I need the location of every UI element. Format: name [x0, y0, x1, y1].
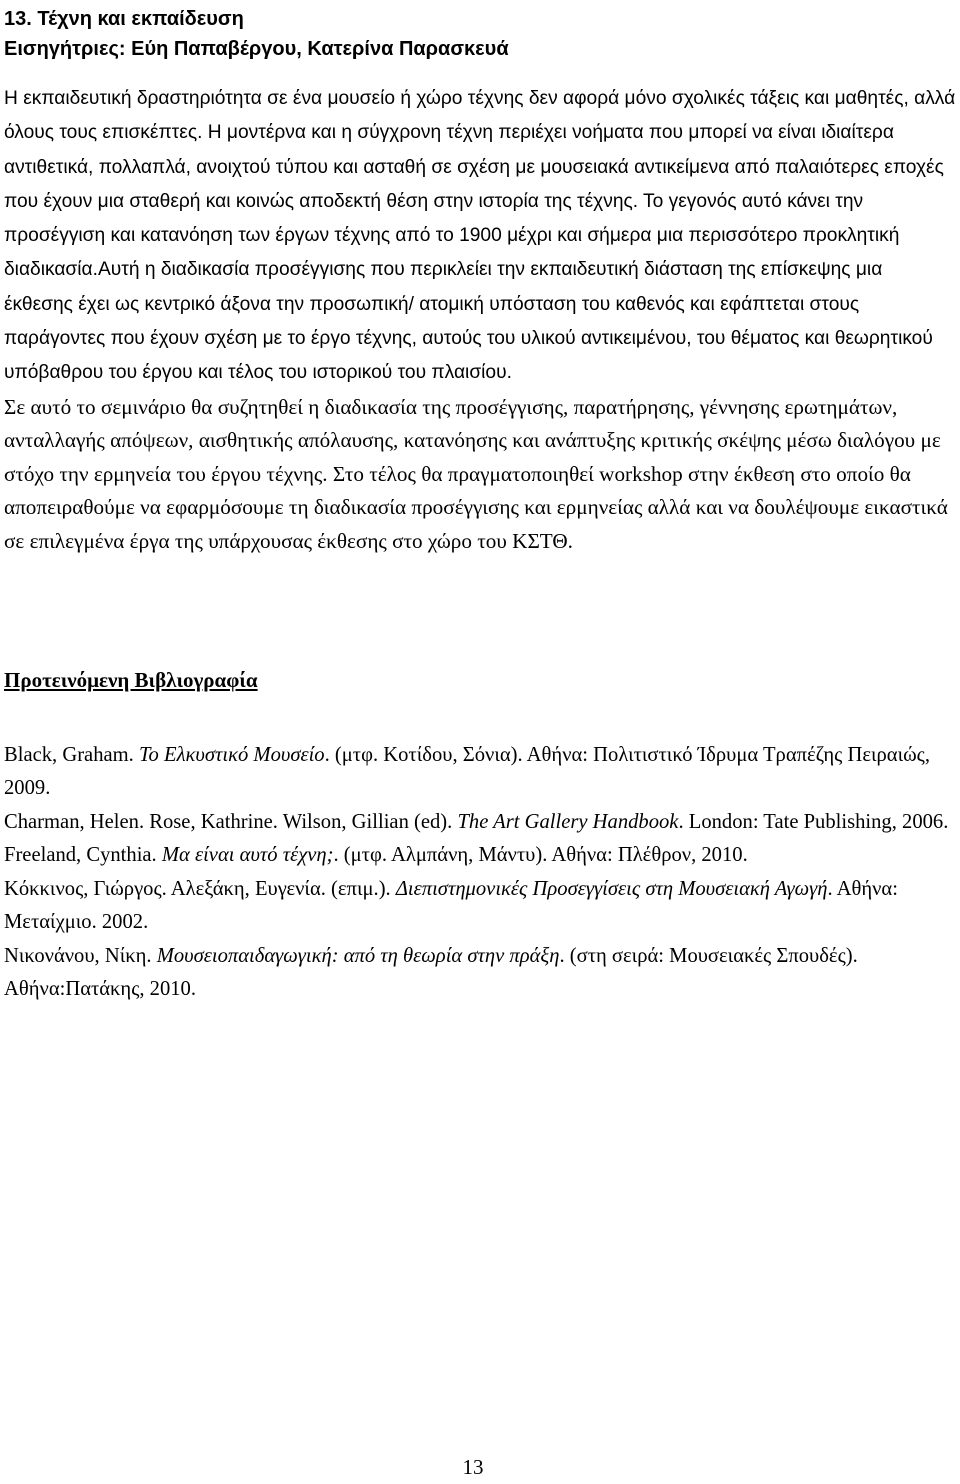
entry-details: . (μτφ. Κοτίδου, Σόνια). Αθήνα: Πολιτιστικό Ίδρυμα Τραπέζης Πειραιώς, 2009.: [4, 743, 930, 800]
entry-work-title: Διεπιστημονικές Προσεγγίσεις στη Μουσειακή Αγωγή: [395, 877, 828, 900]
bibliography-title: Προτεινόμενη Βιβλιογραφία: [4, 667, 258, 692]
page-number: 13: [462, 1455, 484, 1479]
section-title: 13. Τέχνη και εκπαίδευση: [4, 8, 244, 30]
bibliography-entry: [4, 940, 956, 1007]
entry-authors: Νικονάνου, Νίκη.: [4, 944, 157, 967]
presenters-line: Εισηγήτριες: Εύη Παπαβέργου, Κατερίνα Παρασκευά: [4, 38, 509, 60]
entry-work-title: Μουσειοπαιδαγωγική: από τη θεωρία στην πράξη: [156, 944, 560, 967]
intro-paragraph: Η εκπαιδευτική δραστηριότητα σε ένα μουσείο ή χώρο τέχνης δεν αφορά μόνο σχολικές τάξεις και μαθητές, αλλά όλους τους επισκέπτες. Η μοντέρνα και η σύγχρονη τέχνη περιέχει νοήματα που μπορεί να είναι ιδιαίτερα αντιθετικά, πολλαπλά, ανοιχτού τύπου και ασταθή σε σχέση με μουσειακά αντικείμενα από παλαιότερες εποχές που έχουν μια σταθερή και κοινώς αποδεκτή θέση στην ιστορία της τέχνης. Το γεγονός αυτό κάνει την προσέγγιση και κατανόηση των έργων τέχνης από το 1900 μέχρι και σήμερα μια περισσότερο προκλητική διαδικασία.Αυτή η διαδικασία προσέγγισης που περικλείει την εκπαιδευτική διάσταση της επίσκεψης μια έκθεσης έχει ως κεντρικό άξονα την προσωπική/ ατομική υπόσταση του καθενός και εφάπτεται στους παράγοντες που έχουν σχέση με το έργο τέχνης, αυτούς του υλικού αντικειμένου, του θέματος και θεωρητικού υπόβαθρου του έργου και τέλος του ιστορικού του πλαισίου.: [4, 88, 956, 384]
entry-authors: Κόκκινος, Γιώργος. Αλεξάκη, Ευγενία. (επιμ.).: [4, 877, 396, 900]
seminar-paragraph: Σε αυτό το σεμινάριο θα συζητηθεί η διαδικασία της προσέγγισης, παρατήρησης, γέννησης ερωτημάτων, ανταλλαγής απόψεων, αισθητικής απόλαυσης, κατανόησης και ανάπτυξης κριτικής σκέψης μέσω διαλόγου με στόχο την ερμηνεία του έργου τέχνης. Στο τέλος θα πραγματοποιηθεί workshop στην έκθεση στο οποίο θα αποπειραθούμε να εφαρμόσουμε τη διαδικασία προσέγγισης και ερμηνείας αλλά και να δουλέψουμε εικαστικά σε επιλεγμένα έργα της υπάρχουσας έκθεσης στο χώρο του ΚΣΤΘ.: [4, 394, 948, 554]
entry-work-title: Το Ελκυστικό Μουσείο: [138, 743, 325, 766]
document-page: [4, 0, 956, 1007]
entry-authors: Freeland, Cynthia.: [4, 844, 162, 867]
entry-details: . (στη σειρά: Μουσειακές Σπουδές). Αθήνα:Πατάκης, 2010.: [4, 944, 858, 1001]
section-heading: [4, 4, 956, 64]
bibliography-entry: [4, 839, 956, 873]
entry-details: . Αθήνα: Μεταίχμιο. 2002.: [4, 877, 898, 934]
entry-work-title: The Art Gallery Handbook: [457, 810, 679, 833]
entry-details: . (μτφ. Αλμπάνη, Μάντυ). Αθήνα: Πλέθρον, 2010.: [333, 844, 748, 867]
bibliography-entry: [4, 806, 956, 840]
bibliography-entry: [4, 873, 956, 940]
entry-work-title: Μα είναι αυτό τέχνη;: [161, 844, 334, 867]
bibliography-list: [4, 739, 956, 1007]
entry-details: . London: Tate Publishing, 2006.: [678, 810, 949, 833]
entry-authors: Charman, Helen. Rose, Kathrine. Wilson, Gillian (ed).: [4, 810, 458, 833]
bibliography-entry: [4, 739, 956, 806]
intro-section: [4, 82, 956, 559]
entry-authors: Black, Graham.: [4, 743, 139, 766]
